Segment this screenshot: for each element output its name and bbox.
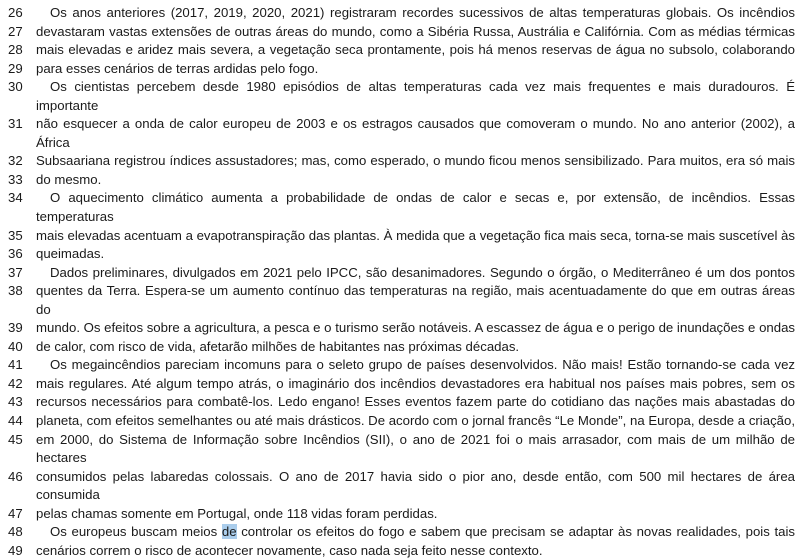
- text-line: [8, 171, 795, 190]
- text-line: [8, 542, 795, 560]
- line-text: em 2000, do Sistema de Informação sobre Incêndios (SII), o ano de 2021 foi o mais arrasador, com mais de um milhão de hectares: [36, 431, 795, 466]
- line-text: quentes da Terra. Espera-se um aumento contínuo das temperaturas na região, mais acentuadamente do que em outras áreas do: [36, 283, 795, 317]
- text-line: [8, 393, 795, 412]
- text-line: [8, 412, 795, 431]
- line-number: 38: [8, 283, 23, 299]
- line-number: 44: [8, 413, 23, 429]
- text-line: [8, 375, 795, 394]
- highlighted-word: de: [221, 524, 237, 540]
- line-text: de calor, com risco de vida, afetarão milhões de habitantes nas próximas décadas.: [36, 338, 520, 354]
- line-text: pelas chamas somente em Portugal, onde 118 vidas foram perdidas.: [36, 505, 438, 521]
- line-number: 28: [8, 42, 23, 58]
- text-line: [8, 338, 795, 357]
- text-line: [8, 23, 795, 42]
- text-line: [8, 152, 795, 171]
- text-line: [8, 115, 795, 152]
- text-line: [8, 319, 795, 338]
- line-text: Subsaariana registrou índices assustadores; mas, como esperado, o mundo ficou menos sensibilizado. Para muitos, era só mais: [36, 153, 795, 169]
- line-number: 30: [8, 79, 23, 95]
- line-number: 36: [8, 246, 23, 262]
- line-text: mundo. Os efeitos sobre a agricultura, a pesca e o turismo serão notáveis. A escassez de água e o perigo de inundações e ondas: [36, 320, 795, 336]
- line-number: 41: [8, 357, 23, 373]
- line-text: não esquecer a onda de calor europeu de 2003 e os estragos causados que comoveram o mundo. No ano anterior (2002), a África: [36, 116, 795, 150]
- line-text: planeta, com efeitos semelhantes ou até mais drásticos. De acordo com o jornal francês “Le Monde”, na Europa, desde a criação,: [36, 413, 795, 429]
- line-number: 35: [8, 227, 23, 243]
- line-number: 32: [8, 153, 23, 169]
- line-number: 48: [8, 524, 23, 540]
- line-text: Os europeus buscam meios de controlar os efeitos do fogo e sabem que precisam se adaptar às novas realidades, pois tais: [50, 524, 795, 540]
- line-text: mais regulares. Até algum tempo atrás, o imaginário dos incêndios devastadores era habitual nos países mais pobres, sem os: [36, 375, 795, 391]
- line-number: 27: [8, 23, 23, 39]
- line-text: queimadas.: [36, 246, 105, 262]
- text-line: [8, 189, 795, 226]
- line-number: 45: [8, 431, 23, 447]
- line-number: 47: [8, 505, 23, 521]
- text-line: [8, 78, 795, 115]
- line-text: Os cientistas percebem desde 1980 episódios de altas temperaturas cada vez mais frequentes e mais duradouros. É importante: [36, 79, 795, 113]
- text-line: [8, 264, 795, 283]
- line-number: 34: [8, 190, 23, 206]
- line-number: 31: [8, 116, 23, 132]
- line-number: 39: [8, 320, 23, 336]
- line-number: 43: [8, 394, 23, 410]
- text-line: [8, 523, 795, 542]
- text-line: [8, 41, 795, 60]
- line-text: mais elevadas e aridez mais severa, a vegetação seca prontamente, pois há menos reservas de água no subsolo, colaborando: [36, 42, 795, 58]
- line-text: cenários correm o risco de acontecer novamente, caso nada seja feito nesse contexto.: [36, 542, 543, 558]
- line-number: 42: [8, 375, 23, 391]
- line-number: 37: [8, 264, 23, 280]
- line-text: do mesmo.: [36, 171, 102, 187]
- text-line: [8, 468, 795, 505]
- line-text: para esses cenários de terras ardidas pelo fogo.: [36, 60, 319, 76]
- line-number: 40: [8, 338, 23, 354]
- line-text: Os megaincêndios pareciam incomuns para o seleto grupo de países desenvolvidos. Não mais! Estão tornando-se cada vez: [50, 357, 795, 373]
- line-text: O aquecimento climático aumenta a probabilidade de ondas de calor e secas e, por extensão, de incêndios. Essas temperaturas: [36, 190, 795, 225]
- line-text: Os anos anteriores (2017, 2019, 2020, 2021) registraram recordes sucessivos de altas temperaturas globais. Os incêndios: [50, 5, 795, 20]
- text-line: [8, 60, 795, 79]
- line-text: devastaram vastas extensões de outras áreas do mundo, como a Sibéria Russa, Austrália e Califórnia. Com as médias térmicas: [36, 23, 795, 39]
- line-text: recursos necessários para combatê-los. Ledo engano! Esses eventos fazem parte do cotidiano das nações mais abastadas do: [36, 394, 795, 410]
- line-number: 46: [8, 468, 23, 484]
- line-text: mais elevadas acentuam a evapotranspiração das plantas. À medida que a vegetação fica mais seca, torna-se mais suscetível às: [36, 227, 795, 243]
- text-line: [8, 227, 795, 246]
- text-line: [8, 245, 795, 264]
- line-number: 26: [8, 5, 23, 20]
- text-line: [8, 356, 795, 375]
- line-text: consumidos pelas labaredas colossais. O ano de 2017 havia sido o pior ano, desde então, com 500 mil hectares de área consumida: [36, 468, 795, 503]
- line-text: Dados preliminares, divulgados em 2021 pelo IPCC, são desanimadores. Segundo o órgão, o Mediterrâneo é um dos pontos: [50, 264, 795, 280]
- line-number: 33: [8, 171, 23, 187]
- text-line: [8, 431, 795, 468]
- line-number: 29: [8, 60, 23, 76]
- line-number: 49: [8, 542, 23, 558]
- text-line: [8, 4, 795, 23]
- text-line: [8, 505, 795, 524]
- text-line: [8, 282, 795, 319]
